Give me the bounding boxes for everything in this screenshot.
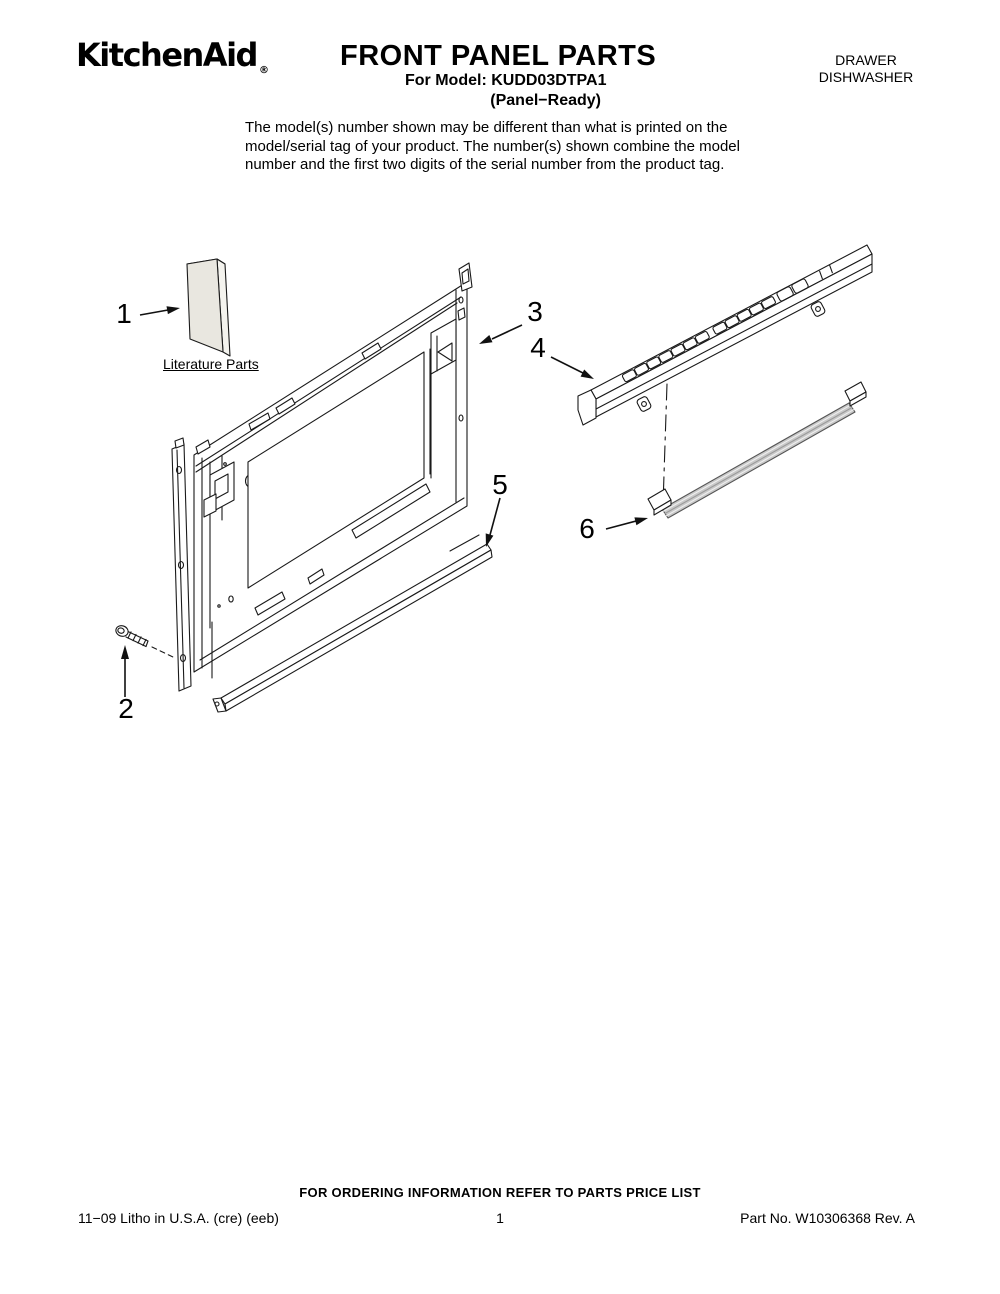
callout-arrow-5	[486, 498, 500, 547]
ordering-information-note: FOR ORDERING INFORMATION REFER TO PARTS PRICE LIST	[299, 1185, 701, 1200]
page-number: 1	[496, 1210, 504, 1226]
callout-arrow-4	[551, 357, 594, 379]
note-line: model/serial tag of your product. The number(s) shown combine the model	[245, 137, 740, 155]
callout-arrow-1	[140, 306, 180, 315]
registered-trademark-symbol: ®	[258, 65, 269, 76]
ribbon-cable	[648, 382, 866, 518]
control-panel-strip	[578, 245, 872, 425]
note-line: number and the first two digits of the serial number from the product tag.	[245, 156, 725, 174]
callout-number-1: 1	[116, 298, 132, 329]
callout-number-4: 4	[530, 332, 546, 363]
screw-leader-line	[152, 647, 175, 658]
callout-number-5: 5	[492, 469, 508, 500]
appliance-type-line2: DISHWASHER	[818, 69, 914, 85]
callout-number-2: 2	[118, 693, 134, 724]
appliance-type-label	[810, 52, 922, 86]
callout-number-3: 3	[527, 296, 543, 327]
brand-logo	[76, 36, 267, 74]
literature-booklet	[187, 259, 230, 356]
callout-number-6: 6	[579, 513, 595, 544]
callout-arrow-6	[606, 517, 648, 529]
front-panel-frame	[194, 263, 479, 678]
model-number-note	[245, 119, 740, 175]
callout-arrow-3	[479, 325, 522, 344]
brand-logo-text: KitchenAid	[76, 36, 257, 74]
panel-ready-line: (Panel−Ready)	[490, 92, 601, 109]
assembly-centerline	[663, 384, 667, 505]
page-title: FRONT PANEL PARTS	[340, 40, 657, 72]
callout-arrow-2	[121, 645, 129, 697]
left-trim-rail	[172, 438, 191, 691]
literature-parts-label: Literature Parts	[163, 356, 259, 372]
note-line: The model(s) number shown may be different than what is printed on the	[245, 119, 728, 136]
screw	[114, 624, 148, 646]
appliance-type-line1: DRAWER	[835, 52, 897, 68]
model-number-line: For Model: KUDD03DTPA1	[405, 72, 607, 89]
litho-line: 11−09 Litho in U.S.A. (cre) (eeb)	[78, 1210, 279, 1226]
part-number-line: Part No. W10306368 Rev. A	[740, 1210, 915, 1226]
